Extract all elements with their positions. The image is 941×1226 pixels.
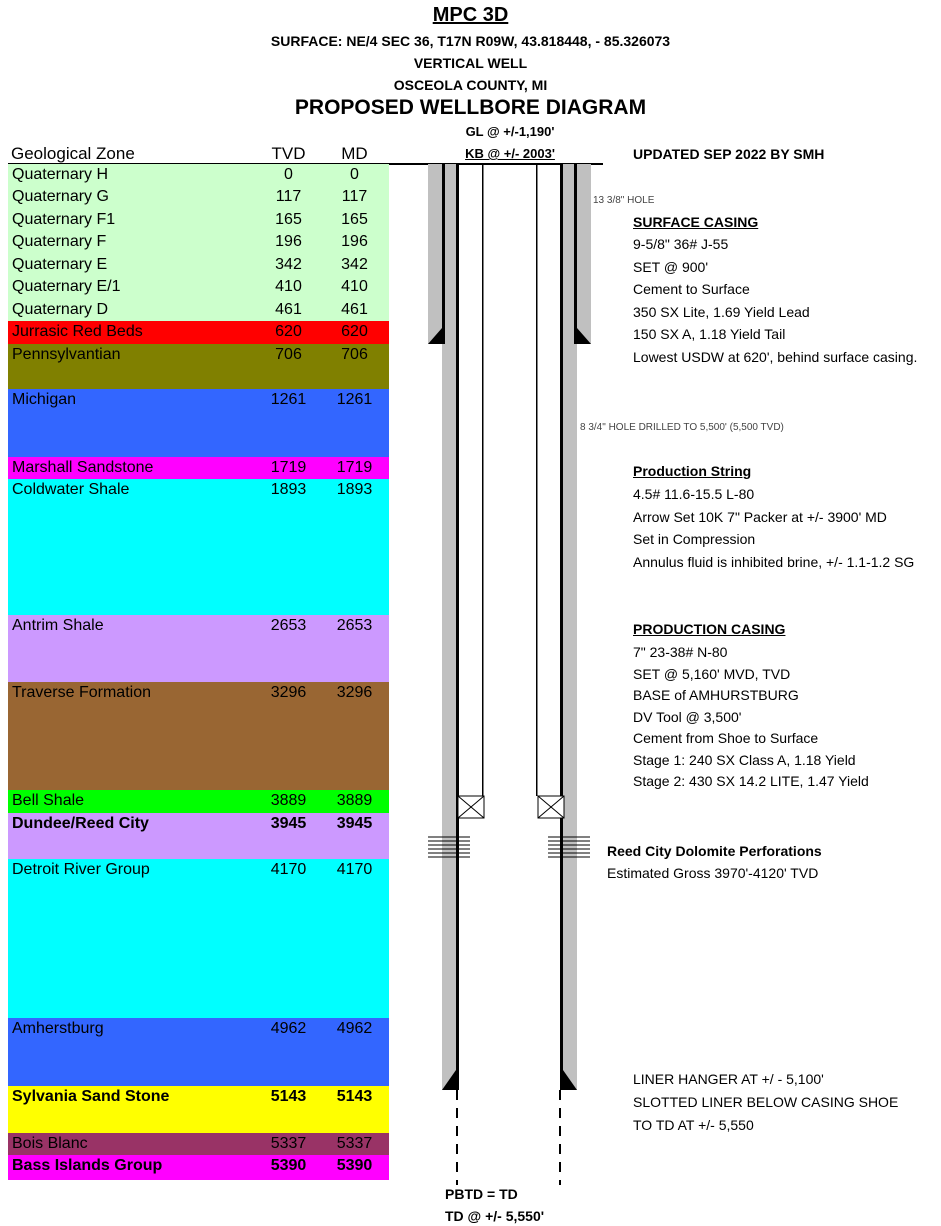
surface-location: SURFACE: NE/4 SEC 36, T17N R09W, 43.818448, - 85.326073 [270, 33, 671, 49]
zone-name: Detroit River Group [12, 861, 150, 878]
zone-column-header: Geological Zone [11, 144, 135, 163]
zone-md: 3296 [336, 684, 373, 701]
zone-tvd: 1893 [270, 481, 307, 498]
zone-name: Bass Islands Group [12, 1157, 163, 1174]
zone-md: 4962 [336, 1020, 373, 1037]
zone-name: Dundee/Reed City [12, 815, 149, 832]
zone-name: Michigan [12, 391, 77, 408]
packer-left [458, 796, 484, 818]
tubing-right [536, 164, 538, 796]
well-type: VERTICAL WELL [413, 55, 528, 71]
zone-row [8, 1133, 389, 1155]
zone-row [8, 859, 389, 1018]
zone-row [8, 682, 389, 790]
zone-tvd: 2653 [270, 617, 307, 634]
production-string-line: 4.5# 11.6-15.5 L-80 [633, 486, 755, 502]
production-casing-line: BASE of AMHURSTBURG [633, 687, 799, 703]
zone-tvd: 410 [275, 278, 302, 295]
zone-md: 342 [341, 256, 368, 273]
zone-tvd: 706 [275, 346, 302, 363]
zone-name: Quaternary E/1 [12, 278, 121, 295]
zone-name: Amherstburg [12, 1020, 104, 1037]
zone-tvd: 5143 [270, 1088, 307, 1105]
zone-md: 5143 [336, 1088, 373, 1105]
zone-name: Quaternary H [12, 166, 109, 183]
zone-row [8, 231, 389, 254]
zone-tvd: 620 [275, 323, 302, 340]
md-column-header: MD [341, 144, 368, 163]
zone-tvd: 165 [275, 211, 302, 228]
zone-tvd: 3945 [270, 815, 307, 832]
zone-tvd: 3296 [270, 684, 307, 701]
tubing-left [482, 164, 484, 796]
zone-md: 165 [341, 211, 368, 228]
production-casing-title: PRODUCTION CASING [633, 621, 786, 637]
zone-name: Quaternary D [12, 301, 109, 318]
zone-row [8, 389, 389, 457]
production-casing-left [456, 164, 459, 1090]
production-casing-line: Stage 2: 430 SX 14.2 LITE, 1.47 Yield [633, 773, 869, 789]
updated-note: UPDATED SEP 2022 BY SMH [633, 146, 825, 162]
hole-13-note: 13 3/8" HOLE [593, 195, 655, 206]
zone-md: 3945 [336, 815, 373, 832]
tvd-column-header: TVD [271, 144, 306, 163]
zone-tvd: 5390 [270, 1157, 307, 1174]
zone-tvd: 4170 [270, 861, 307, 878]
zone-tvd: 0 [284, 166, 293, 183]
zone-md: 461 [341, 301, 368, 318]
zone-md: 3889 [336, 792, 373, 809]
zone-row [8, 479, 389, 615]
production-casing-line: DV Tool @ 3,500' [633, 708, 742, 725]
zone-tvd: 1719 [270, 459, 307, 476]
kb-elevation: KB @ +/- 2003' [465, 146, 555, 161]
surface-casing-line: 350 SX Lite, 1.69 Yield Lead [633, 303, 810, 320]
proposed-title: PROPOSED WELLBORE DIAGRAM [294, 96, 647, 119]
zone-md: 117 [341, 188, 368, 205]
zone-tvd: 1261 [270, 391, 307, 408]
production-casing-line: 7" 23-38# N-80 [633, 644, 728, 660]
zone-md: 4170 [336, 861, 373, 878]
liner-line: SLOTTED LINER BELOW CASING SHOE [633, 1094, 899, 1110]
surface-casing-title: SURFACE CASING [633, 214, 759, 230]
perforations-title: Reed City Dolomite Perforations [607, 843, 822, 859]
zone-name: Antrim Shale [12, 617, 104, 634]
zone-md: 5390 [336, 1157, 373, 1174]
surface-casing-line: 9-5/8" 36# J-55 [633, 236, 729, 252]
zone-tvd: 117 [275, 188, 302, 205]
zone-row [8, 321, 389, 344]
zone-name: Bois Blanc [12, 1135, 88, 1152]
gl-elevation: GL @ +/-1,190' [465, 124, 555, 139]
wellbore-schematic [400, 160, 610, 1200]
zone-md: 1893 [336, 481, 373, 498]
production-string-line: Annulus fluid is inhibited brine, +/- 1.1-1.2 SG [633, 553, 915, 570]
zone-tvd: 5337 [270, 1135, 307, 1152]
zone-name: Jurrasic Red Beds [12, 323, 143, 340]
production-string-line: Arrow Set 10K 7" Packer at +/- 3900' MD [633, 508, 887, 525]
zone-tvd: 196 [275, 233, 302, 250]
zone-md: 620 [341, 323, 368, 340]
production-casing-line: SET @ 5,160' MVD, TVD [633, 665, 791, 682]
surface-casing-line: Cement to Surface [633, 281, 750, 297]
packer-right [538, 796, 564, 818]
zone-tvd: 461 [275, 301, 302, 318]
td-label: TD @ +/- 5,550' [445, 1208, 545, 1224]
zone-row [8, 1018, 389, 1086]
diagram-title: MPC 3D [432, 4, 509, 26]
zone-row [8, 457, 389, 479]
production-string-line: Set in Compression [633, 531, 756, 547]
zone-row [8, 209, 389, 231]
zone-md: 1719 [336, 459, 373, 476]
zone-md: 2653 [336, 617, 373, 634]
zone-tvd: 342 [275, 256, 302, 273]
zone-name: Marshall Sandstone [12, 459, 154, 476]
zone-row [8, 254, 389, 276]
zone-md: 1261 [336, 391, 373, 408]
surface-casing-line: 150 SX A, 1.18 Yield Tail [633, 326, 786, 342]
zone-row [8, 1155, 389, 1180]
hole-8-note: 8 3/4" HOLE DRILLED TO 5,500' (5,500 TVD) [580, 422, 784, 433]
zone-row [8, 276, 389, 299]
zone-md: 0 [350, 166, 359, 183]
surface-casing-line: Lowest USDW at 620', behind surface casing. [633, 348, 918, 365]
production-casing-line: Cement from Shoe to Surface [633, 730, 819, 746]
zone-row [8, 615, 389, 682]
zone-name: Quaternary E [12, 256, 108, 273]
zone-name: Coldwater Shale [12, 481, 130, 498]
zone-row [8, 344, 389, 389]
production-casing-right [560, 164, 563, 1090]
zone-row [8, 299, 389, 321]
production-string-title: Production String [633, 463, 752, 479]
pbtd-label: PBTD = TD [445, 1186, 518, 1202]
zone-tvd: 3889 [270, 792, 307, 809]
zone-row [8, 790, 389, 813]
zone-md: 5337 [336, 1135, 373, 1152]
county: OSCEOLA COUNTY, MI [393, 77, 548, 93]
zone-md: 706 [341, 346, 368, 363]
zone-row [8, 1086, 389, 1133]
surface-casing-line: SET @ 900' [633, 258, 708, 275]
liner-line: LINER HANGER AT +/ - 5,100' [633, 1071, 824, 1087]
zone-name: Sylvania Sand Stone [12, 1088, 170, 1105]
production-casing-line: Stage 1: 240 SX Class A, 1.18 Yield [633, 751, 856, 768]
zone-name: Quaternary F [12, 233, 107, 250]
zone-name: Quaternary G [12, 188, 109, 205]
zone-md: 410 [341, 278, 368, 295]
zone-tvd: 4962 [270, 1020, 307, 1037]
zone-name: Traverse Formation [12, 684, 151, 701]
perforations-interval: Estimated Gross 3970'-4120' TVD [607, 865, 819, 881]
surface-cement-right [577, 164, 591, 344]
surface-cement-left [428, 164, 442, 344]
zone-name: Bell Shale [12, 792, 85, 809]
zone-row [8, 164, 389, 186]
zone-row [8, 813, 389, 859]
zone-row [8, 186, 389, 209]
zone-name: Pennsylvantian [12, 346, 121, 363]
zone-name: Quaternary F1 [12, 211, 116, 228]
zone-md: 196 [341, 233, 368, 250]
liner-line: TO TD AT +/- 5,550 [633, 1117, 754, 1133]
